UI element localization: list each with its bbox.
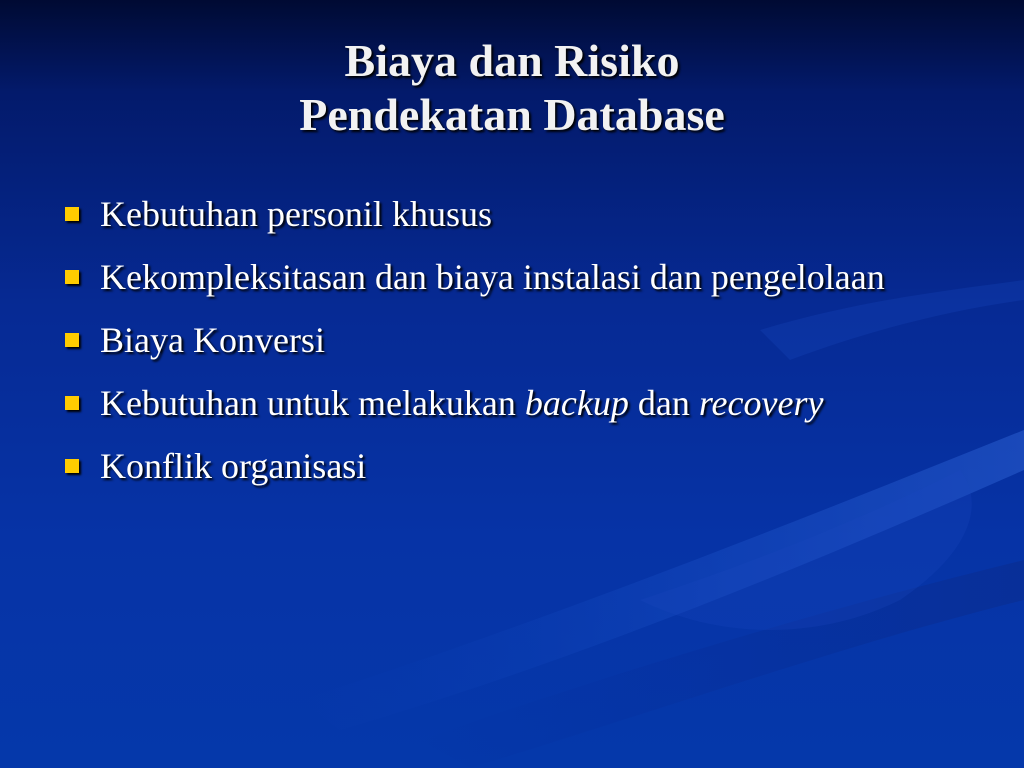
title-line-1: Biaya dan Risiko <box>344 35 680 86</box>
bullet-text: Konflik organisasi <box>100 446 367 486</box>
bullet-text: Kekompleksitasan dan biaya instalasi dan pengelolaan <box>100 257 885 297</box>
bullet-item-1 <box>60 187 960 241</box>
bullet-text: Kebutuhan personil khusus <box>100 194 492 234</box>
bullet-text-prefix: Kebutuhan untuk melakukan <box>100 383 525 423</box>
square-bullet-icon <box>65 333 79 347</box>
title-line-2: Pendekatan Database <box>299 89 725 140</box>
square-bullet-icon <box>65 207 79 221</box>
bullet-text-middle: dan <box>628 383 699 423</box>
bullet-text-italic-backup: backup <box>524 383 629 423</box>
bullet-item-5 <box>60 439 960 493</box>
square-bullet-icon <box>65 396 79 410</box>
square-bullet-icon <box>65 459 79 473</box>
bullet-text: Biaya Konversi <box>100 320 325 360</box>
slide-title <box>0 34 1024 142</box>
bullet-list <box>60 187 960 502</box>
bullet-text-italic-recovery: recovery <box>698 383 824 423</box>
bullet-item-2 <box>60 250 960 304</box>
bullet-item-4 <box>60 376 960 430</box>
bullet-item-3 <box>60 313 960 367</box>
square-bullet-icon <box>65 270 79 284</box>
